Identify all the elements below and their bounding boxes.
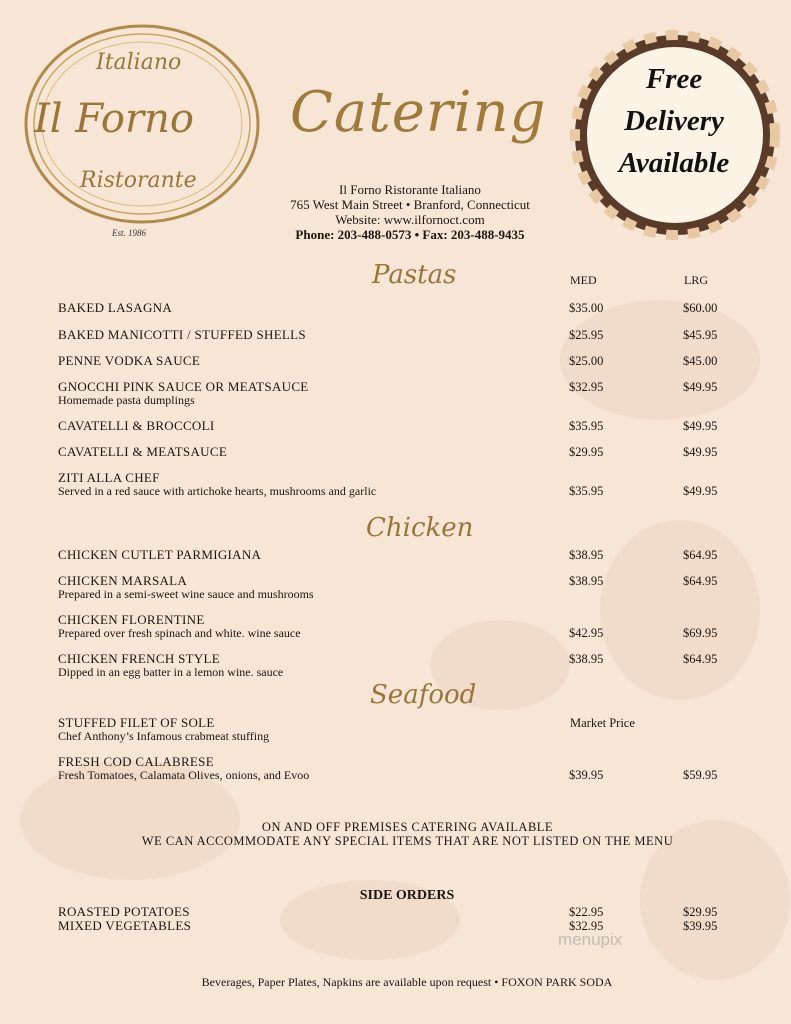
menu-item-desc: Chef Anthony’s Infamous crabmeat stuffing [58, 729, 270, 743]
price-lrg: $49.95 [683, 445, 718, 459]
price-lrg: $45.00 [683, 354, 718, 368]
price-lrg: $64.95 [683, 548, 718, 562]
delivery-badge-text [584, 58, 764, 184]
restaurant-name: Il Forno Ristorante Italiano [339, 182, 481, 197]
section-title-pastas: Pastas [372, 260, 457, 290]
menu-item-name: CAVATELLI & MEATSAUCE [58, 444, 228, 459]
website: Website: www.ilfornoct.com [335, 212, 485, 227]
price-med: $29.95 [569, 445, 604, 459]
badge-line-3: Available [618, 147, 730, 179]
special-items-notice: WE CAN ACCOMMODATE ANY SPECIAL ITEMS THAT ARE NOT LISTED ON THE MENU [141, 834, 674, 848]
section-title-chicken: Chicken [366, 513, 474, 543]
price-lrg: $49.95 [683, 380, 718, 394]
menu-item-name: CHICKEN FLORENTINE [58, 612, 205, 627]
contact-block [240, 182, 580, 242]
price-med: $22.95 [569, 905, 604, 919]
side-item-name: ROASTED POTATOES [58, 904, 190, 919]
menu-item-desc: Prepared in a semi-sweet wine sauce and mushrooms [58, 587, 314, 601]
price-med: $25.00 [569, 354, 604, 368]
menu-item-name: BAKED MANICOTTI / STUFFED SHELLS [58, 327, 306, 342]
price-med: $42.95 [569, 626, 604, 640]
logo-ristorante: Ristorante [80, 168, 197, 193]
catering-notice: ON AND OFF PREMISES CATERING AVAILABLE [261, 820, 554, 834]
menu-item-name: FRESH COD CALABRESE [58, 754, 214, 769]
price-med: $38.95 [569, 548, 604, 562]
menu-item-desc: Served in a red sauce with artichoke hearts, mushrooms and garlic [58, 484, 377, 498]
menu-item-name: CHICKEN FRENCH STYLE [58, 651, 221, 666]
badge-line-2: Delivery [624, 105, 724, 137]
price-lrg: $69.95 [683, 626, 718, 640]
menu-item-name: ZITI ALLA CHEF [58, 470, 160, 485]
price-lrg: $39.95 [683, 919, 718, 933]
price-market: Market Price [570, 716, 635, 730]
side-orders-title: SIDE ORDERS [359, 888, 455, 903]
price-lrg: $49.95 [683, 484, 718, 498]
side-item-name: MIXED VEGETABLES [58, 918, 192, 933]
address: 765 West Main Street • Branford, Connecticut [290, 197, 530, 212]
menu-item-name: STUFFED FILET OF SOLE [58, 715, 215, 730]
menu-item-name: CAVATELLI & BROCCOLI [58, 418, 215, 433]
menu-item-desc: Fresh Tomatoes, Calamata Olives, onions, and Evoo [58, 768, 310, 782]
menu-item-name: CHICKEN CUTLET PARMIGIANA [58, 547, 262, 562]
price-lrg: $60.00 [683, 301, 718, 315]
price-lrg: $45.95 [683, 328, 718, 342]
price-med: $38.95 [569, 574, 604, 588]
page-title: Catering [290, 80, 547, 145]
menu-item-name: GNOCCHI PINK SAUCE OR MEATSAUCE [58, 379, 309, 394]
badge-line-1: Free [645, 63, 703, 95]
price-lrg: $64.95 [683, 574, 718, 588]
price-lrg: $49.95 [683, 419, 718, 433]
menu-item-name: BAKED LASAGNA [58, 300, 173, 315]
price-med: $35.00 [569, 301, 604, 315]
column-header-lrg: LRG [684, 273, 708, 287]
price-med: $38.95 [569, 652, 604, 666]
menu-item-name: CHICKEN MARSALA [58, 573, 188, 588]
menu-item-desc: Homemade pasta dumplings [58, 393, 195, 407]
logo-est: Est. 1986 [112, 228, 147, 238]
price-med: $35.95 [569, 484, 604, 498]
price-med: $39.95 [569, 768, 604, 782]
menu-item-desc: Dipped in an egg batter in a lemon wine. sauce [58, 665, 284, 679]
price-med: $32.95 [569, 919, 604, 933]
logo-il-forno: Il Forno [34, 96, 194, 142]
section-title-seafood: Seafood [370, 680, 477, 710]
watermark: menupix [558, 930, 623, 949]
column-header-med: MED [570, 273, 597, 287]
menu-item-desc: Prepared over fresh spinach and white. wine sauce [58, 626, 301, 640]
price-lrg: $64.95 [683, 652, 718, 666]
logo-italiano: Italiano [96, 50, 182, 75]
price-med: $32.95 [569, 380, 604, 394]
price-med: $35.95 [569, 419, 604, 433]
price-lrg: $59.95 [683, 768, 718, 782]
phone-fax: Phone: 203-488-0573 • Fax: 203-488-9435 [295, 227, 525, 242]
footer-note: Beverages, Paper Plates, Napkins are available upon request • FOXON PARK SODA [201, 975, 613, 989]
menu-item-name: PENNE VODKA SAUCE [58, 353, 201, 368]
price-lrg: $29.95 [683, 905, 718, 919]
price-med: $25.95 [569, 328, 604, 342]
